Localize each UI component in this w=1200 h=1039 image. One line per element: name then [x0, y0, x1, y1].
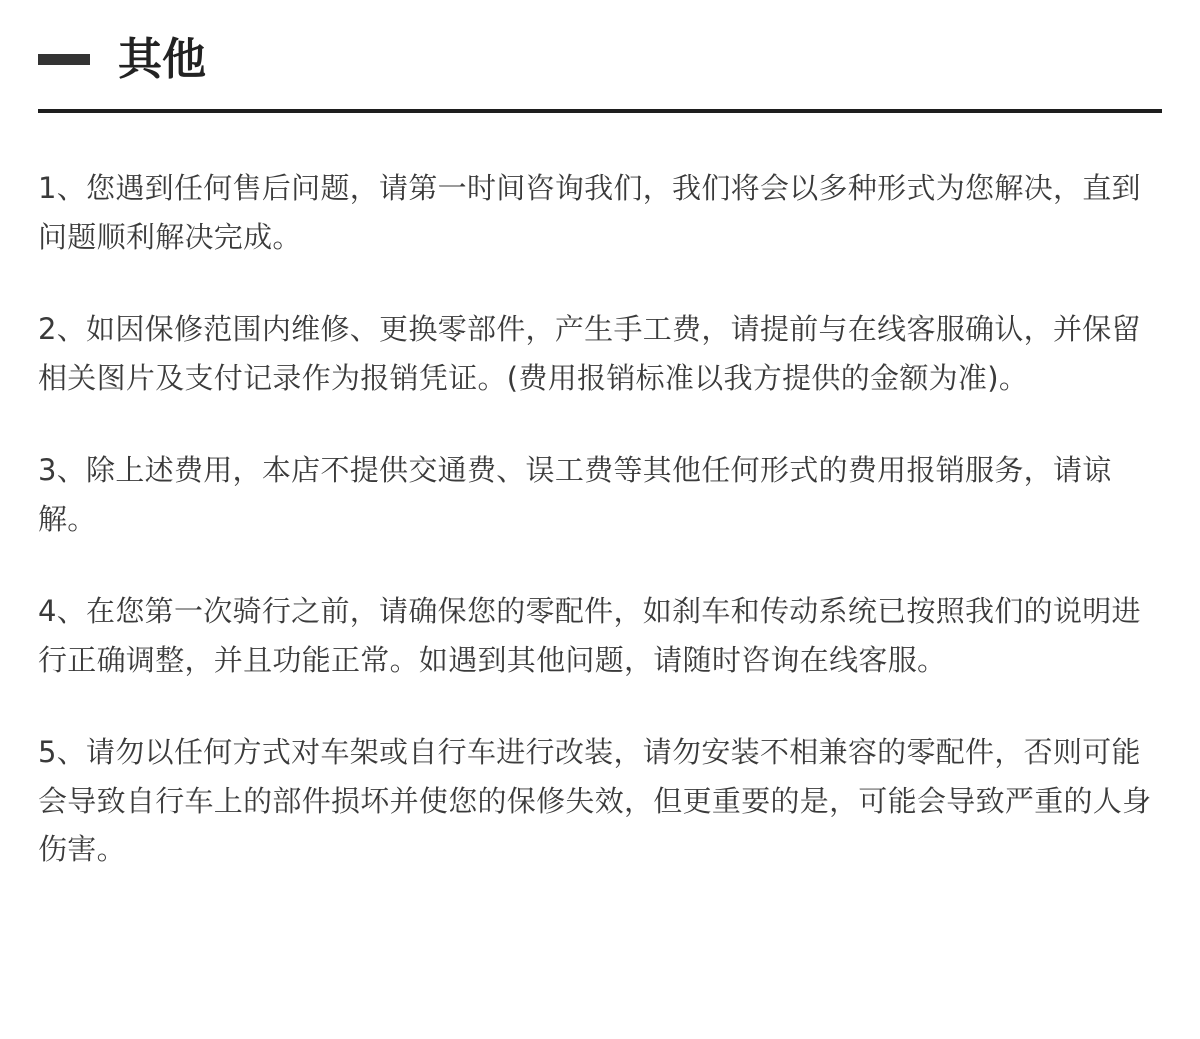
page-title: 其他	[118, 34, 206, 85]
note-paragraph-4: 4、在您第一次骑行之前，请确保您的零配件，如刹车和传动系统已按照我们的说明进行正确调整，并且功能正常。如遇到其他问题，请随时咨询在线客服。	[38, 594, 1141, 677]
notes-list	[38, 164, 1162, 918]
header-accent-bar	[38, 54, 90, 65]
note-paragraph-2: 2、如因保修范围内维修、更换零部件，产生手工费，请提前与在线客服确认，并保留相关图片及支付记录作为报销凭证。(费用报销标准以我方提供的金额为准)。	[38, 312, 1141, 395]
header-divider	[38, 109, 1162, 113]
note-paragraph-3: 3、除上述费用，本店不提供交通费、误工费等其他任何形式的费用报销服务，请谅解。	[38, 453, 1112, 536]
note-paragraph-1: 1、您遇到任何售后问题，请第一时间咨询我们，我们将会以多种形式为您解决，直到问题顺利解决完成。	[38, 171, 1141, 254]
section-header	[38, 30, 1162, 98]
note-paragraph-5: 5、请勿以任何方式对车架或自行车进行改装，请勿安装不相兼容的零配件，否则可能会导致自行车上的部件损坏并使您的保修失效，但更重要的是，可能会导致严重的人身伤害。	[38, 735, 1152, 866]
